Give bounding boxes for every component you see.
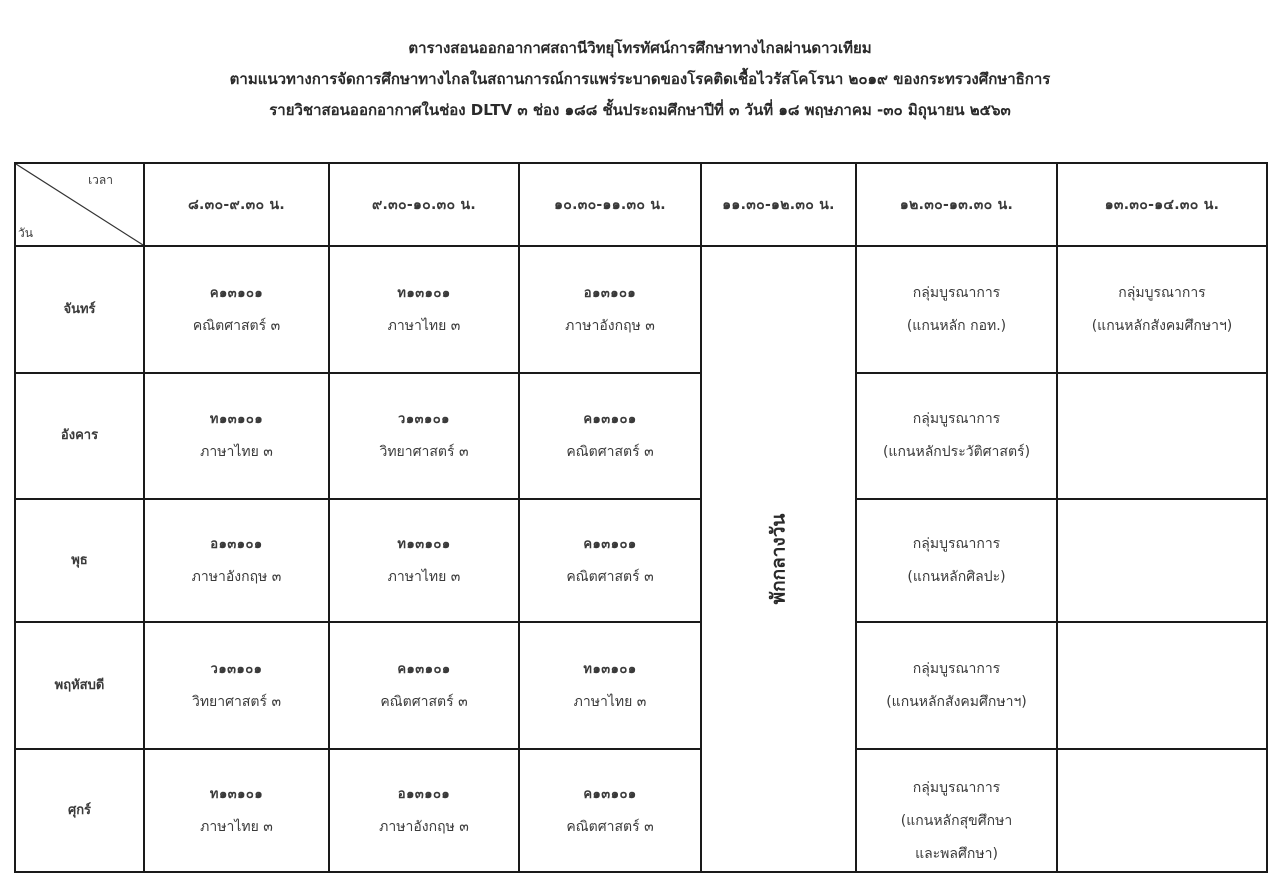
empty-cell (1058, 500, 1266, 623)
integrated-cell (857, 500, 1058, 623)
course-code: ค๑๓๑๐๑ (583, 412, 637, 427)
course-subject: คณิตศาสตร์ ๓ (566, 444, 654, 460)
class-cell (145, 623, 330, 750)
integrated-line: (แกนหลักประวัติศาสตร์) (882, 444, 1031, 460)
integrated-line: (แกนหลักสังคมศึกษาฯ) (886, 693, 1027, 710)
course-subject: ภาษาไทย ๓ (573, 693, 647, 710)
empty-cell (1058, 750, 1266, 871)
class-cell (520, 750, 702, 871)
course-code: อ๑๓๑๐๑ (583, 285, 637, 301)
class-cell (145, 374, 330, 500)
integrated-line: กลุ่มบูรณาการ (912, 284, 1001, 301)
integrated-line: กลุ่มบูรณาการ (912, 411, 1001, 427)
course-code: ท๑๓๑๐๑ (209, 412, 264, 427)
class-cell (145, 750, 330, 871)
class-cell (330, 500, 520, 623)
day-label-thursday: พฤหัสบดี (16, 623, 145, 750)
day-label-monday: จันทร์ (16, 247, 145, 374)
course-code: ท๑๓๑๐๑ (397, 285, 451, 301)
time-slot-header: ๙.๓๐-๑๐.๓๐ น. (330, 164, 520, 247)
class-cell (330, 623, 520, 750)
class-cell (520, 500, 702, 623)
class-cell (520, 247, 702, 374)
integrated-line: กลุ่มบูรณาการ (912, 780, 1001, 796)
day-label-friday: ศุกร์ (16, 750, 145, 871)
course-subject: คณิตศาสตร์ ๓ (566, 568, 654, 585)
integrated-line: (แกนหลักสังคมศึกษาฯ) (1091, 317, 1233, 334)
class-cell (330, 247, 520, 374)
course-subject: ภาษาไทย ๓ (200, 444, 273, 460)
course-subject: ภาษาอังกฤษ ๓ (379, 818, 469, 835)
course-code: ท๑๓๑๐๑ (583, 661, 637, 677)
course-code: ค๑๓๑๐๑ (583, 536, 637, 552)
time-slot-header: ๘.๓๐-๙.๓๐ น. (145, 164, 330, 247)
title-line-1: ตารางสอนออกอากาศสถานีวิทยุโทรทัศน์การศึกษาทางไกลผ่านดาวเทียม (408, 39, 872, 57)
course-subject: ภาษาอังกฤษ ๓ (191, 568, 282, 585)
integrated-line: (แกนหลักศิลปะ) (907, 568, 1006, 585)
course-subject: ภาษาไทย ๓ (387, 317, 461, 334)
integrated-cell (857, 623, 1058, 750)
course-code: ท๑๓๑๐๑ (209, 786, 264, 802)
course-code: อ๑๓๑๐๑ (397, 786, 451, 802)
timetable (14, 162, 1268, 873)
integrated-cell (857, 374, 1058, 500)
integrated-cell (857, 750, 1058, 871)
time-slot-header: ๑๒.๓๐-๑๓.๓๐ น. (857, 164, 1058, 247)
integrated-line: กลุ่มบูรณาการ (912, 660, 1001, 677)
integrated-line: กลุ่มบูรณาการ (912, 535, 1001, 552)
integrated-line: (แกนหลักสุขศึกษา (900, 813, 1013, 829)
class-cell (330, 750, 520, 871)
course-code: อ๑๓๑๐๑ (210, 536, 263, 552)
course-code: ค๑๓๑๐๑ (397, 661, 451, 677)
document-header (0, 38, 1280, 131)
integrated-line: (แกนหลัก กอท.) (906, 317, 1007, 334)
empty-cell (1058, 374, 1266, 500)
course-subject: วิทยาศาสตร์ ๓ (191, 693, 282, 710)
class-cell (145, 500, 330, 623)
title-line-3: รายวิชาสอนออกอากาศในช่อง DLTV ๓ ช่อง ๑๘๘ ชั้นประถมศึกษาปีที่ ๓ วันที่ ๑๘ พฤษภาคม -๓๐ มิถุนายน ๒๕๖๓ (269, 101, 1011, 119)
course-code: ค๑๓๑๐๑ (209, 285, 264, 301)
time-slot-header: ๑๓.๓๐-๑๔.๓๐ น. (1058, 164, 1266, 247)
course-subject: คณิตศาสตร์ ๓ (566, 818, 654, 835)
class-cell (145, 247, 330, 374)
title-line-2: ตามแนวทางการจัดการศึกษาทางไกลในสถานการณ์การแพร่ระบาดของโรคติดเชื้อไวรัสโคโรนา ๒๐๑๙ ของกระทรวงศึกษาธิการ (229, 70, 1051, 88)
time-slot-header: ๑๑.๓๐-๑๒.๓๐ น. (702, 164, 857, 247)
course-code: ท๑๓๑๐๑ (397, 536, 451, 552)
course-subject: คณิตศาสตร์ ๓ (192, 317, 281, 334)
integrated-line: และพลศึกษา) (915, 846, 998, 862)
lunch-break-cell (702, 247, 857, 871)
course-code: ค๑๓๑๐๑ (583, 786, 637, 802)
lunch-break-label: พักกลางวัน (767, 513, 790, 605)
corner-time-label: เวลา (88, 173, 113, 187)
corner-header-cell (16, 164, 145, 247)
course-code: ว๑๓๑๐๑ (210, 661, 263, 677)
class-cell (520, 623, 702, 750)
course-code: ว๑๓๑๐๑ (398, 412, 450, 427)
time-slot-header: ๑๐.๓๐-๑๑.๓๐ น. (520, 164, 702, 247)
integrated-line: กลุ่มบูรณาการ (1118, 284, 1206, 301)
empty-cell (1058, 623, 1266, 750)
course-subject: ภาษาอังกฤษ ๓ (565, 317, 655, 334)
diagonal-divider-icon (16, 164, 143, 245)
course-subject: ภาษาไทย ๓ (387, 568, 461, 585)
class-cell (330, 374, 520, 500)
day-label-tuesday: อังคาร (16, 374, 145, 500)
integrated-cell (857, 247, 1058, 374)
course-subject: วิทยาศาสตร์ ๓ (379, 444, 469, 460)
course-subject: คณิตศาสตร์ ๓ (380, 693, 468, 710)
integrated-cell (1058, 247, 1266, 374)
class-cell (520, 374, 702, 500)
course-subject: ภาษาไทย ๓ (200, 818, 273, 835)
day-label-wednesday: พุธ (16, 500, 145, 623)
corner-day-label: วัน (18, 226, 33, 240)
